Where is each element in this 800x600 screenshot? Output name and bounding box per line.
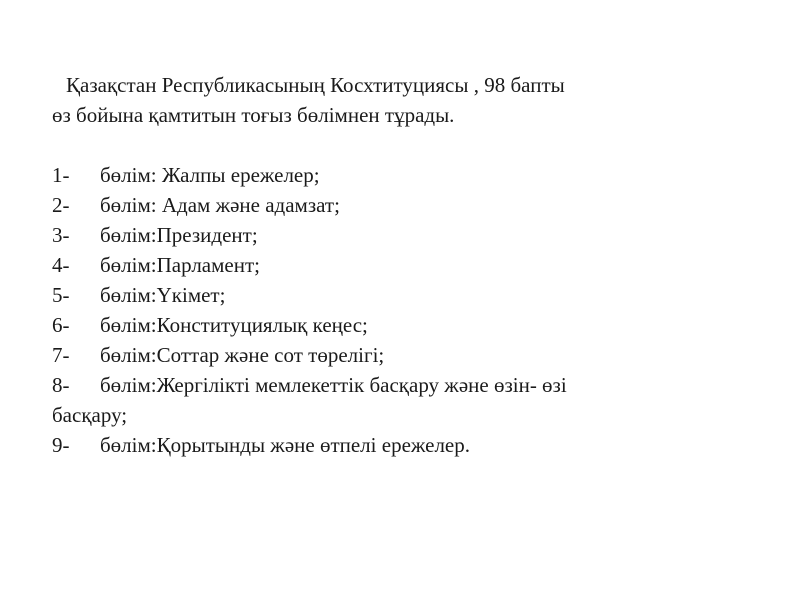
section-text: бөлім: Адам және адамзат; [100, 193, 340, 217]
section-number: 9- [52, 433, 70, 457]
list-item [52, 190, 752, 220]
list-item [52, 430, 752, 460]
section-text: бөлім:Конституциялық кеңес; [100, 313, 368, 337]
list-item [52, 280, 752, 310]
section-text: бөлім:Қорытынды және өтпелі ережелер. [100, 433, 470, 457]
list-item [52, 160, 752, 190]
section-number: 1- [52, 163, 70, 187]
section-text-continued: басқару; [52, 403, 128, 427]
section-number: 6- [52, 313, 70, 337]
document-body [52, 70, 752, 460]
section-text: бөлім:Соттар және сот төрелігі; [100, 343, 385, 367]
list-item [52, 310, 752, 340]
sections-list [52, 160, 752, 460]
section-text: бөлім:Парламент; [100, 253, 260, 277]
intro-line-2: өз бойына қамтитын тоғыз бөлімнен тұрады. [52, 103, 455, 127]
list-item [52, 220, 752, 250]
section-number: 5- [52, 283, 70, 307]
list-item [52, 370, 752, 400]
section-number: 4- [52, 253, 70, 277]
section-text: бөлім: Жалпы ережелер; [100, 163, 320, 187]
section-text: бөлім:Президент; [100, 223, 258, 247]
section-continuation [52, 400, 752, 430]
intro-line-1: Қазақстан Республикасының Косхтитуциясы , 98 бапты [66, 73, 565, 97]
intro-paragraph [52, 70, 752, 130]
section-number: 3- [52, 223, 70, 247]
section-number: 2- [52, 193, 70, 217]
section-text: бөлім:Жергілікті мемлекеттік басқару және өзін- өзі [100, 373, 567, 397]
section-number: 7- [52, 343, 70, 367]
section-text: бөлім:Үкімет; [100, 283, 226, 307]
list-item [52, 250, 752, 280]
section-number: 8- [52, 373, 70, 397]
list-item [52, 340, 752, 370]
